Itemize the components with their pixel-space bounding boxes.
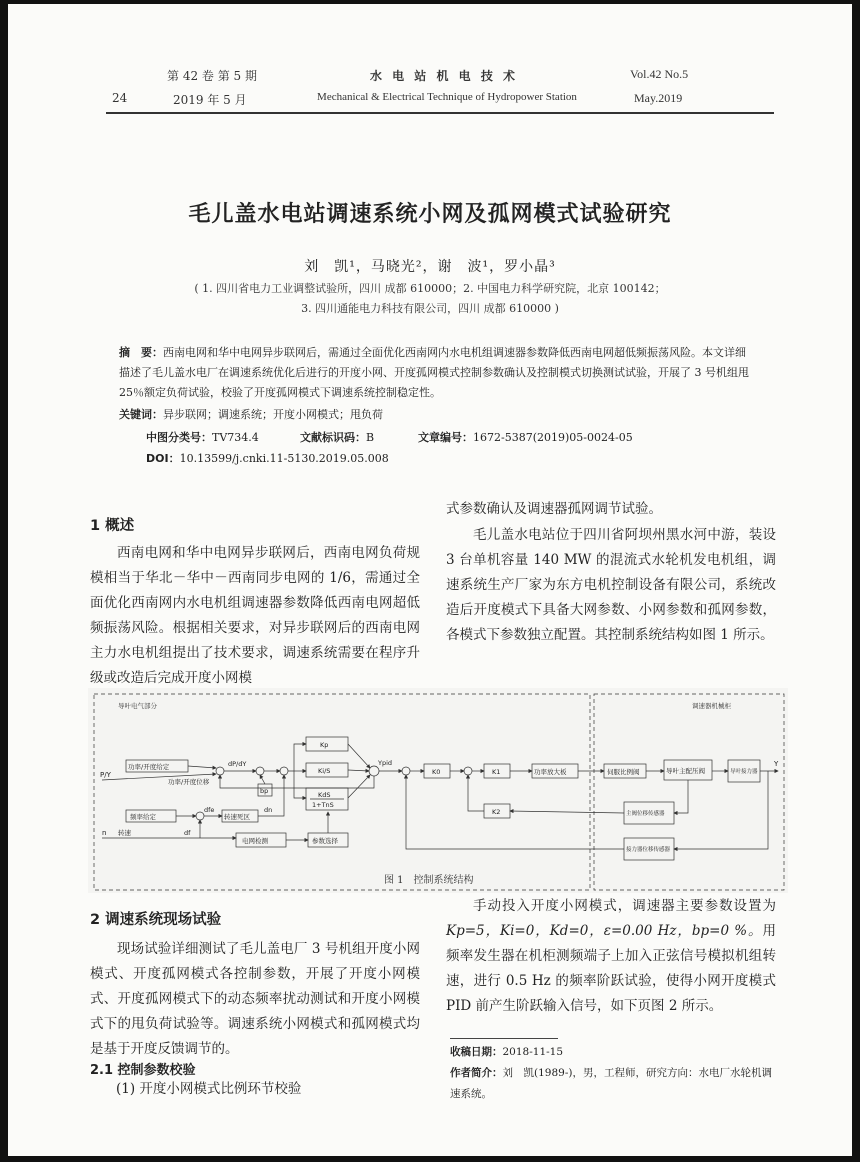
signal-ypid: Ypid — [378, 759, 393, 767]
servo-sensor-label: 接力器位移传感器 — [626, 847, 671, 853]
electrical-region-border — [94, 694, 590, 890]
wire-ki-sum — [348, 770, 369, 771]
received-label: 收稿日期： — [450, 1046, 503, 1058]
param-sel-label: 参数选择 — [312, 837, 338, 845]
section-1-title: 1 概述 — [90, 518, 135, 534]
section-2-1-paragraph — [446, 894, 776, 1019]
wire-pdy-fb — [220, 775, 374, 788]
signal-pdy: P/Y — [100, 771, 111, 779]
section-2-title: 2 调速系统现场试验 — [90, 912, 222, 928]
wire-main-sensor — [674, 780, 688, 813]
k1-label: K1 — [492, 768, 501, 776]
power-set-label: 功率/开度给定 — [128, 763, 170, 771]
footnote-rule — [450, 1038, 558, 1039]
speed-dead-label: 转速死区 — [224, 813, 250, 821]
date-cn: 2019 年 5 月 — [173, 93, 247, 107]
section-1-paragraph-2: 毛儿盖水电站位于四川省阿坝州黑水河中游，装设 3 台单机容量 140 MW 的混流式水轮机发电机组，调速系统生产厂家为东方电机控制设备有限公司，系统改造后开度模式下具备大网参数、小网参数和孤网参数，各模式下参数独立配置。其控制系统结构如图 1 所示。 — [446, 527, 776, 643]
wire-k2-fb — [468, 775, 484, 811]
figure-1-caption: 图 1 控制系统结构 — [384, 875, 474, 886]
freq-set-label: 频率给定 — [130, 813, 156, 821]
article-title: 毛儿盖水电站调速系统小网及孤网模式试验研究 — [188, 202, 672, 227]
bp-label: bp — [260, 787, 269, 795]
mechanical-region-border — [594, 694, 784, 890]
wire-position-fb — [406, 775, 624, 849]
authors: 刘 凯¹，马晓光²，谢 波¹，罗小晶³ — [304, 259, 556, 275]
signal-y: Y — [774, 760, 779, 768]
doc-code — [300, 429, 374, 445]
keywords-label: 关键词： — [119, 408, 163, 421]
doi — [146, 450, 389, 466]
doi-value: 10.13599/j.cnki.11-5130.2019.05.008 — [179, 452, 389, 465]
wire-k2-in — [510, 811, 624, 813]
abstract-text: 西南电网和华中电网异步联网后，需通过全面优化西南网内水电机组调速器参数降低西南电网超低频振荡风险。本文详细描述了毛儿盖水电厂在调速系统优化后进行的开度小网、开度孤网模式控制参数确认及控制模式切换测试试验，开展了 3 号机组甩 25％额定负荷试验，校验了开度孤网模式下调速系统控制稳定性。 — [119, 346, 749, 399]
abstract — [119, 343, 749, 403]
main-valve-label: 导叶主配压阀 — [666, 767, 705, 775]
wire-to-kd — [294, 771, 306, 798]
keywords-text: 异步联网；调速系统；开度小网模式；甩负荷 — [163, 408, 383, 421]
article-number-value: 1672-5387(2019)05-0024-05 — [473, 431, 633, 444]
k2-label: K2 — [492, 808, 501, 816]
section-1-paragraph-1: 西南电网和华中电网异步联网后，西南电网负荷规模相当于华北－华中－西南同步电网的 1/6，需通过全面优化西南网内水电机组调速器参数降低西南电网超低频振荡风险。根据相关要求，对异步联网后的西南电网主力水电机组提出了技术要求，调速系统需要在程序升级或改造后完成开度小网模 — [90, 545, 420, 686]
sum-junction-3 — [402, 767, 410, 775]
param-lead-text: 手动投入开度小网模式，调速器主要参数设置为 — [473, 898, 776, 914]
page-number: 24 — [112, 91, 128, 105]
signal-dfe: dfe — [204, 806, 215, 814]
sum-junction-2 — [280, 767, 288, 775]
keywords — [119, 405, 749, 425]
doc-code-value: B — [366, 431, 375, 444]
clc-label: 中图分类号： — [146, 431, 212, 444]
main-sensor-label: 主阀位移传感器 — [626, 811, 665, 817]
kp-label: Kp — [320, 741, 329, 749]
sum-junction-1 — [216, 767, 224, 775]
footnote-received — [450, 1042, 780, 1063]
section-2-1-title: 2.1 控制参数校验 — [90, 1063, 196, 1078]
ki-label: Ki/S — [318, 767, 331, 775]
signal-dn: dn — [264, 806, 273, 814]
sum-junction-4 — [464, 767, 472, 775]
affiliation-line-2: 3. 四川通能电力科技有限公司，四川 成都 610000 ) — [301, 302, 559, 315]
abstract-label: 摘 要： — [119, 346, 163, 359]
pid-sum-junction — [369, 766, 379, 776]
clc-value: TV734.4 — [212, 431, 259, 444]
sum-junction-freq — [196, 812, 204, 820]
wire-power-set — [188, 766, 216, 768]
author-bio: 刘 凯(1989-)，男，工程师，研究方向：水电厂水轮机调速系统。 — [450, 1067, 772, 1100]
wire-to-kp — [288, 744, 306, 771]
header-rule — [106, 112, 774, 114]
power-amp-label: 功率放大板 — [534, 768, 567, 776]
journal-title-en: Mechanical & Electrical Technique of Hydropower Station — [317, 91, 577, 103]
footnote-author — [450, 1063, 780, 1105]
journal-title-cn: 水 电 站 机 电 技 术 — [369, 69, 519, 83]
power-open-label: 功率/开度位移 — [168, 778, 210, 786]
volume-issue-cn: 第 42 卷 第 5 期 — [167, 69, 257, 83]
date-en: May.2019 — [634, 91, 683, 105]
kd-denominator-label: 1+TnS — [312, 801, 334, 809]
section-2-paragraph-1: 现场试验详细测试了毛儿盖电厂 3 号机组开度小网模式、开度孤网模式各控制参数，开展了开度小网模式、开度孤网模式下的动态频率扰动测试和开度小网模式下的甩负荷试验等。调速系统小网模式和孤网模式均是基于开度反馈调节的。 — [90, 941, 420, 1057]
kd-label: KdS — [318, 791, 331, 799]
article-number-label: 文章编号： — [418, 431, 473, 444]
signal-n: n — [102, 829, 107, 837]
affiliation-line-1: ( 1. 四川省电力工业调整试验所，四川 成都 610000；2. 中国电力科学研究院，北京 100142； — [194, 282, 666, 295]
multiplier-junction — [256, 767, 264, 775]
volume-issue-en: Vol.42 No.5 — [630, 67, 689, 81]
wire-bp — [260, 775, 265, 784]
received-date: 2018-11-15 — [502, 1046, 564, 1058]
section-1-paragraph-1-continued: 式参数确认及调速器孤网调节试验。 — [446, 501, 662, 517]
param-rest-text: 用频率发生器在机柜测频端子上加入正弦信号模拟机组转速，进行 0.5 Hz 的频率阶跃试验，使得小网开度模式 PID 前产生阶跃输入信号，如下页图 2 所示。 — [446, 923, 776, 1014]
prop-valve-label: 伺服比例阀 — [607, 768, 640, 776]
wire-kp-sum — [348, 744, 370, 768]
paper-page — [8, 4, 852, 1156]
signal-dpdy: dP/dY — [228, 760, 247, 768]
clc-number — [146, 429, 259, 445]
grid-detect-label: 电网检测 — [242, 837, 268, 845]
signal-df: df — [184, 829, 191, 837]
article-number — [418, 429, 633, 445]
region-right-label: 调速器机械柜 — [692, 702, 731, 710]
region-left-label: 导叶电气部分 — [118, 702, 157, 710]
servo-label: 导叶接力器 — [730, 769, 758, 775]
doi-label: DOI： — [146, 452, 180, 465]
wire-kd-sum — [348, 775, 370, 798]
author-bio-label: 作者简介： — [450, 1067, 503, 1079]
k0-label: K0 — [432, 768, 441, 776]
section-2-1-item-1: (1) 开度小网模式比例环节校验 — [116, 1081, 302, 1097]
doc-code-label: 文献标识码： — [300, 431, 366, 444]
param-values: Kp=5，Ki=0，Kd=0，ε=0.00 Hz，bp=0 %。 — [446, 923, 763, 939]
figure-1-control-diagram — [88, 688, 788, 893]
signal-speed: 转速 — [118, 829, 131, 837]
